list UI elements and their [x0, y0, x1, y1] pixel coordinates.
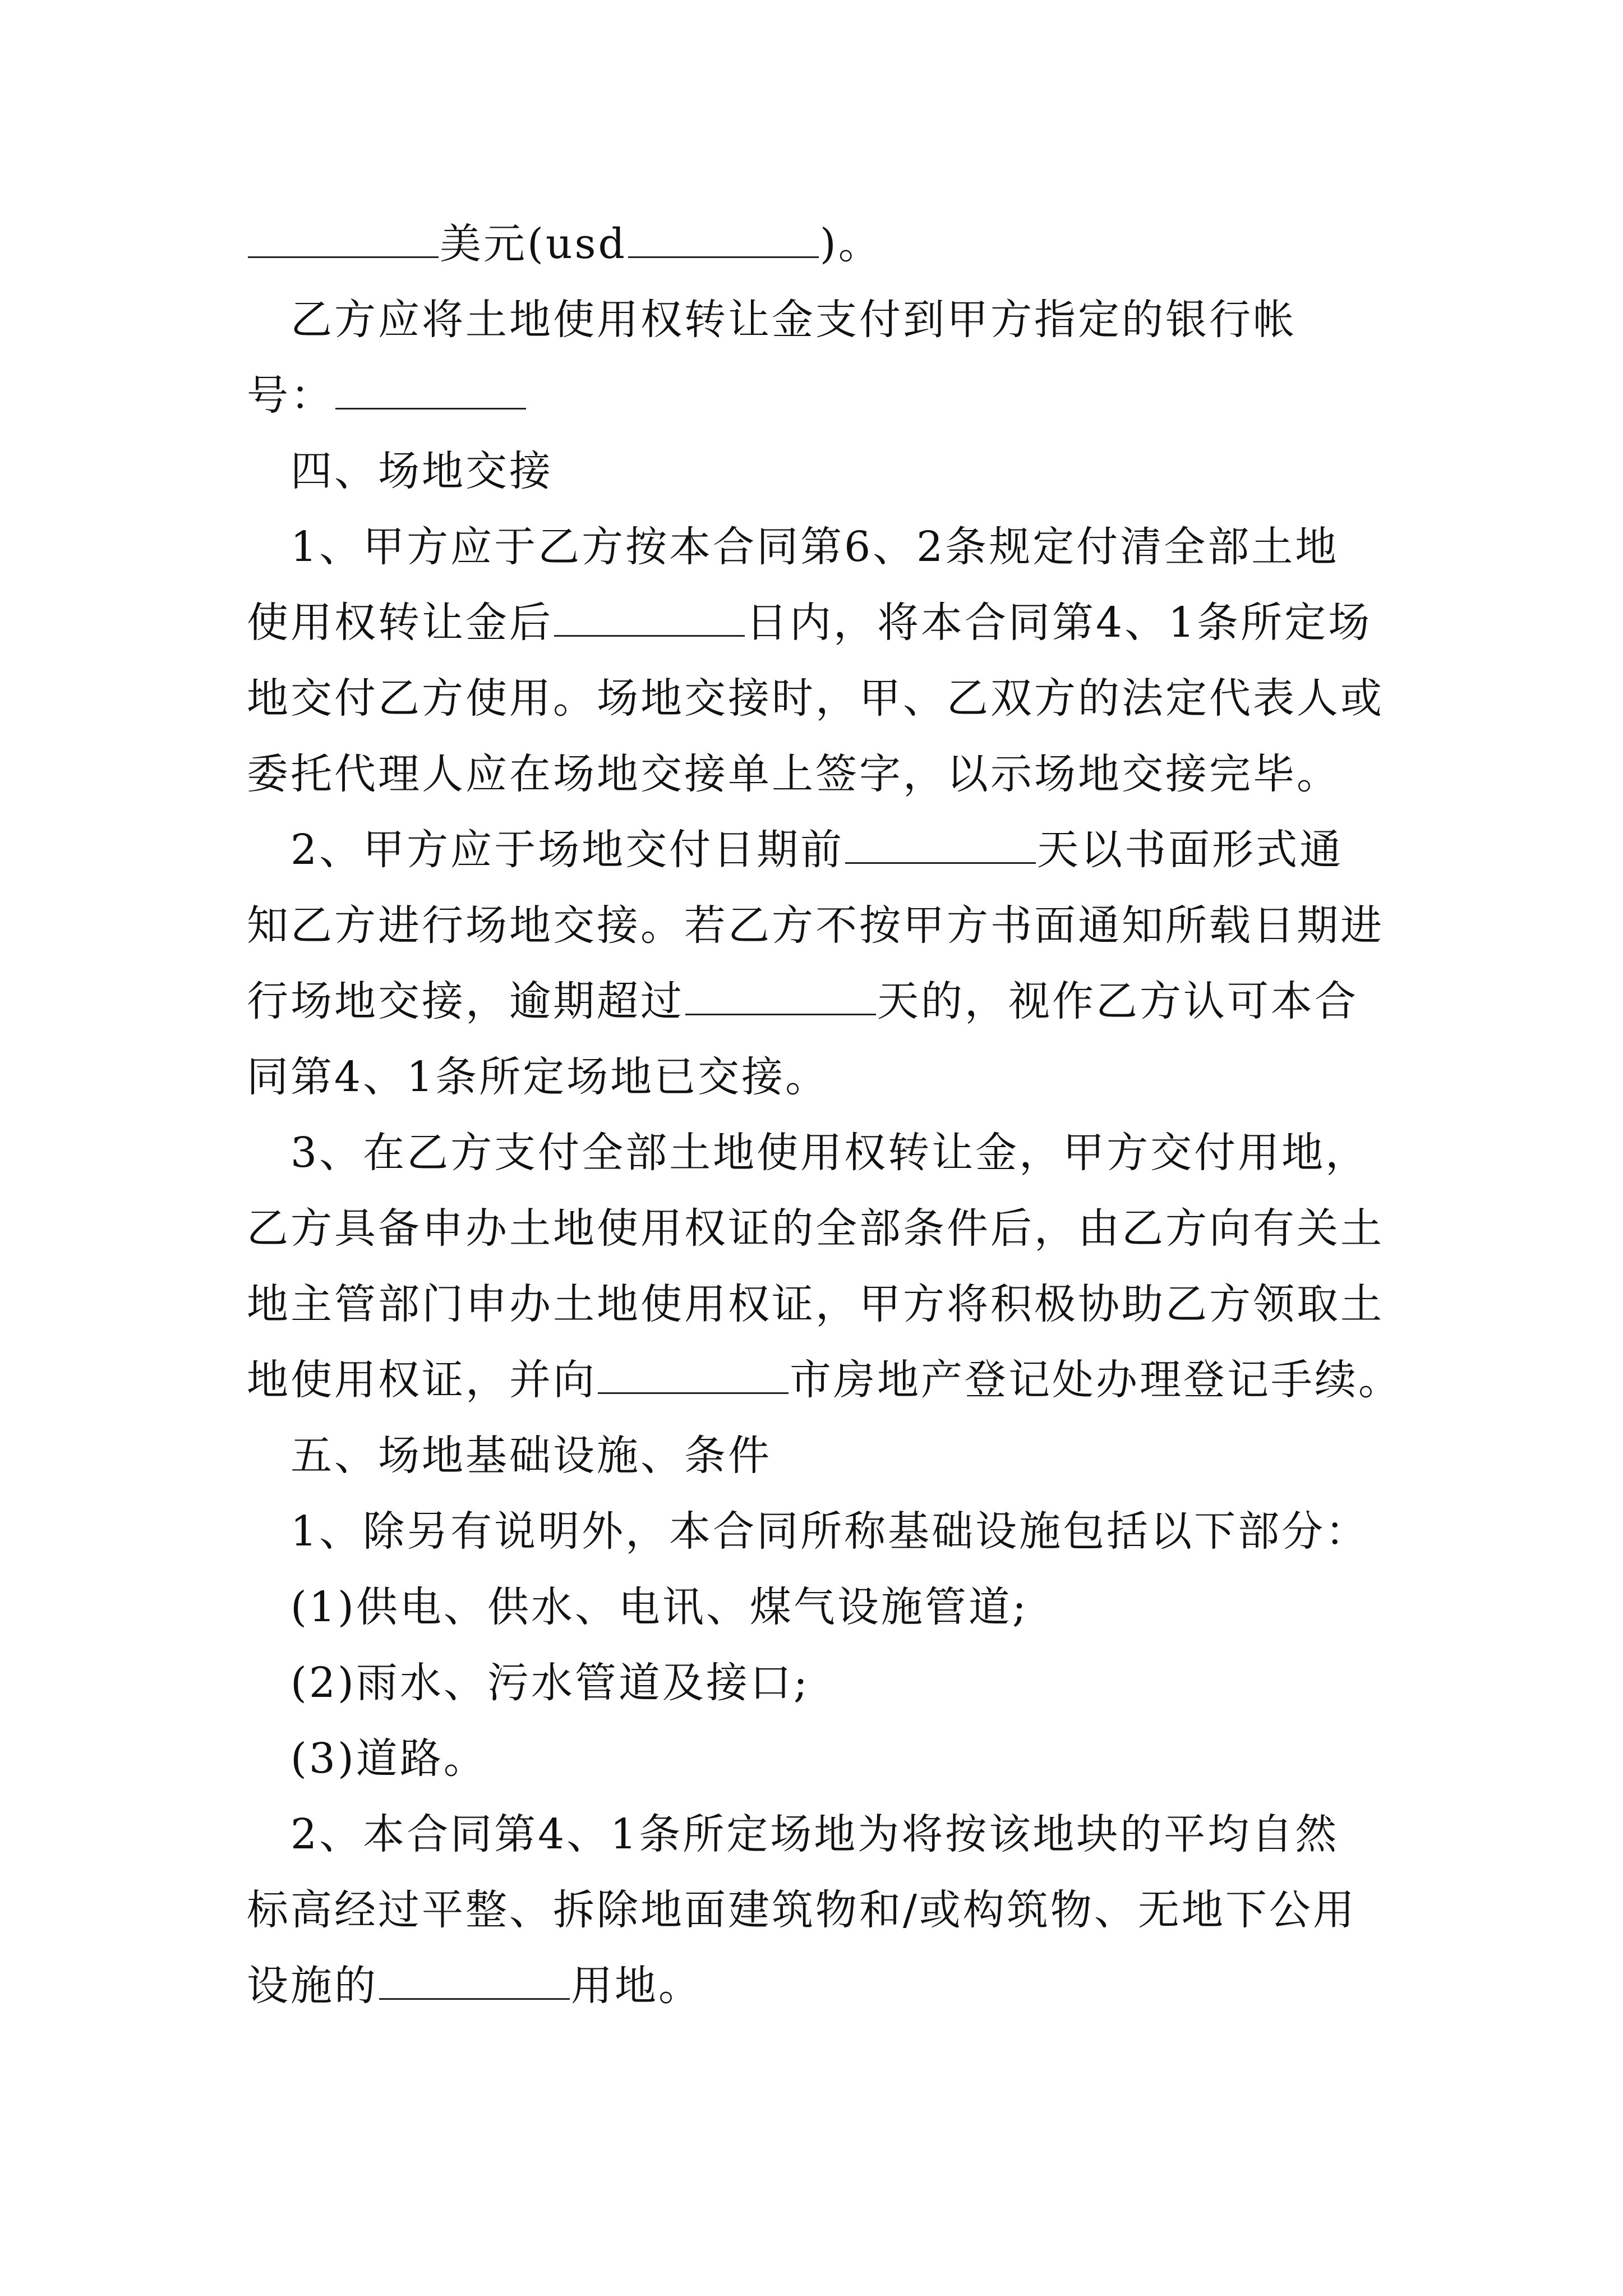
text-segment: (3)道路。 [247, 1734, 487, 1783]
text-segment: (2)雨水、污水管道及接口; [247, 1659, 810, 1707]
text-line [247, 670, 1384, 726]
blank-field [628, 222, 819, 258]
blank-field [335, 373, 526, 409]
text-segment: 1、甲方应于乙方按本合同第6、2条规定付清全部土地 [247, 523, 1339, 571]
blank-field [685, 979, 876, 1015]
text-line [247, 822, 1343, 878]
text-line [247, 973, 1358, 1029]
text-segment: 地主管部门申办土地使用权证，甲方将积极协助乙方领取土 [247, 1280, 1384, 1328]
list-item [247, 1579, 1029, 1635]
text-line [247, 1503, 1369, 1559]
text-line [247, 1049, 829, 1105]
text-segment: 日内，将本合同第4、1条所定场 [746, 599, 1372, 647]
text-line [247, 1882, 1357, 1938]
text-segment: 天以书面形式通 [1037, 826, 1344, 874]
text-segment: 设施的 [247, 1962, 378, 2010]
text-line [247, 595, 1372, 651]
text-line [247, 519, 1339, 575]
text-segment: 地使用权证，并向 [247, 1356, 597, 1404]
text-segment: 同第4、1条所定场地已交接。 [247, 1053, 829, 1101]
text-segment: )。 [819, 220, 882, 268]
section-heading [247, 443, 553, 499]
text-segment: 使用权转让金后 [247, 599, 553, 647]
text-line [247, 746, 1340, 802]
text-segment: 乙方应将土地使用权转让金支付到甲方指定的银行帐 [247, 296, 1297, 344]
blank-field [379, 1963, 570, 2000]
text-segment: 地交付乙方使用。场地交接时，甲、乙双方的法定代表人或 [247, 674, 1384, 723]
text-segment: 乙方具备申办土地使用权证的全部条件后，由乙方向有关土 [247, 1204, 1384, 1253]
text-segment: 用地。 [571, 1962, 702, 2010]
text-segment: 知乙方进行场地交接。若乙方不按甲方书面通知所载日期进 [247, 901, 1384, 950]
text-line [247, 1806, 1339, 1862]
text-line [247, 1352, 1402, 1408]
text-segment: 3、在乙方支付全部土地使用权转让金，甲方交付用地， [247, 1129, 1370, 1177]
blank-field [554, 600, 745, 637]
text-segment: 委托代理人应在场地交接单上签字，以示场地交接完毕。 [247, 750, 1340, 798]
text-segment: 市房地产登记处办理登记手续。 [790, 1356, 1402, 1404]
text-line [247, 1125, 1369, 1181]
text-segment: 号： [247, 371, 334, 420]
text-segment: 标高经过平整、拆除地面建筑物和/或构筑物、无地下公用 [247, 1886, 1357, 1934]
section-heading [247, 1428, 772, 1484]
text-line [247, 1958, 702, 2014]
text-segment: 2、甲方应于场地交付日期前 [247, 826, 845, 874]
text-segment: 天的，视作乙方认可本合 [877, 977, 1358, 1025]
text-segment: 1、除另有说明外，本合同所称基础设施包括以下部分： [247, 1507, 1370, 1556]
blank-field [598, 1358, 789, 1394]
list-item [247, 1655, 810, 1711]
text-line [247, 216, 882, 272]
text-segment: 2、本合同第4、1条所定场地为将按该地块的平均自然 [247, 1810, 1339, 1858]
text-segment: 四、场地交接 [247, 447, 553, 495]
list-item [247, 1731, 487, 1787]
text-line [247, 1200, 1384, 1257]
text-line [247, 1276, 1384, 1332]
text-segment: (1)供电、供水、电讯、煤气设施管道; [247, 1583, 1029, 1631]
text-segment: 美元(usd [440, 220, 627, 268]
text-line [247, 367, 527, 424]
text-segment: 行场地交接，逾期超过 [247, 977, 684, 1025]
blank-field [248, 222, 439, 258]
text-segment: 五、场地基础设施、条件 [247, 1432, 772, 1480]
text-line [247, 898, 1384, 954]
blank-field [845, 827, 1036, 864]
text-line [247, 292, 1297, 348]
